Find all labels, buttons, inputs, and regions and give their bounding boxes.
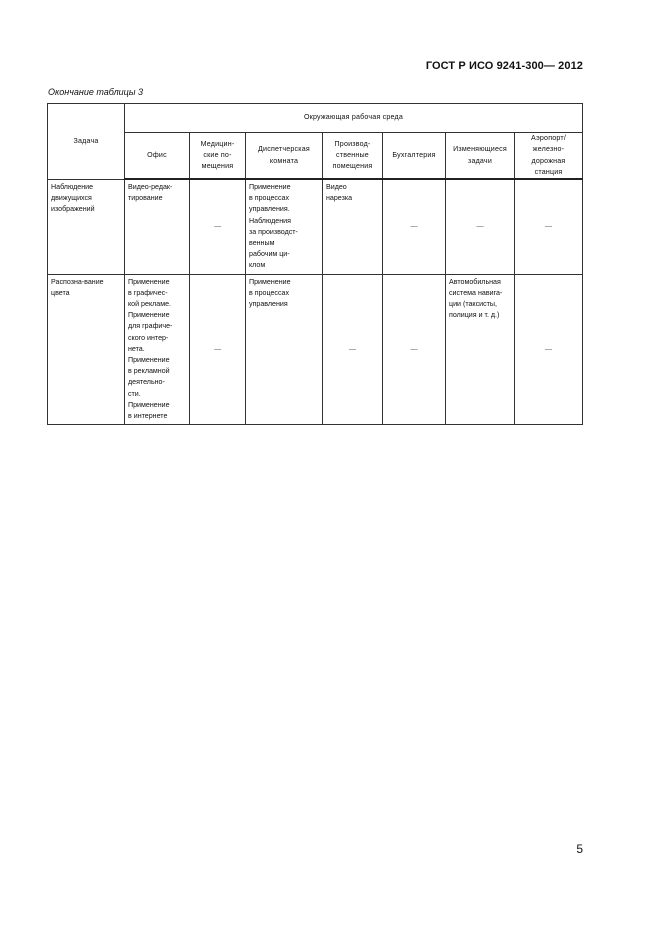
table-cell: Автомобильная система навига- ции (таксисты, полиция и т. д.)	[446, 274, 515, 425]
table-cell: —	[383, 179, 446, 274]
table-caption: Окончание таблицы 3	[48, 87, 143, 97]
row-task: Наблюдение движущихся изображений	[48, 179, 125, 274]
table-cell: Видео нарезка	[323, 179, 383, 274]
header-control-room: Диспетчерская комната	[246, 133, 323, 180]
header-accounting: Бухгалтерия	[383, 133, 446, 180]
table-cell: —	[190, 274, 246, 425]
header-production: Производ- ственные помещения	[323, 133, 383, 180]
header-office: Офис	[125, 133, 190, 180]
table-row	[48, 274, 583, 425]
table-cell: Применение в процессах управления	[246, 274, 323, 425]
table-cell: Применение в графичес- кой рекламе. Применение для графиче- ского интер- нета. Применение в рекламной деятельно- сти. Применение в интернете	[125, 274, 190, 425]
header-airport: Аэропорт/ железно- дорожная станция	[515, 133, 583, 180]
document-code: ГОСТ Р ИСО 9241-300— 2012	[425, 60, 583, 72]
table-cell: —	[323, 274, 383, 425]
row-task: Распозна-вание цвета	[48, 274, 125, 425]
table-cell: —	[515, 179, 583, 274]
table-cell: —	[190, 179, 246, 274]
table-row	[48, 179, 583, 274]
table-cell: —	[383, 274, 446, 425]
page-number: 5	[576, 842, 583, 856]
header-changing-tasks: Изменяющиеся задачи	[446, 133, 515, 180]
table-cell: —	[515, 274, 583, 425]
header-environment: Окружающая рабочая среда	[125, 104, 583, 133]
header-medical: Медицин- ские по- мещения	[190, 133, 246, 180]
table-cell: Применение в процессах управления. Наблюдения за производст- венным рабочим ци- клом	[246, 179, 323, 274]
environment-table	[47, 103, 583, 425]
table-cell: Видео-редак- тирование	[125, 179, 190, 274]
header-task: Задача	[48, 104, 125, 180]
table-cell: —	[446, 179, 515, 274]
